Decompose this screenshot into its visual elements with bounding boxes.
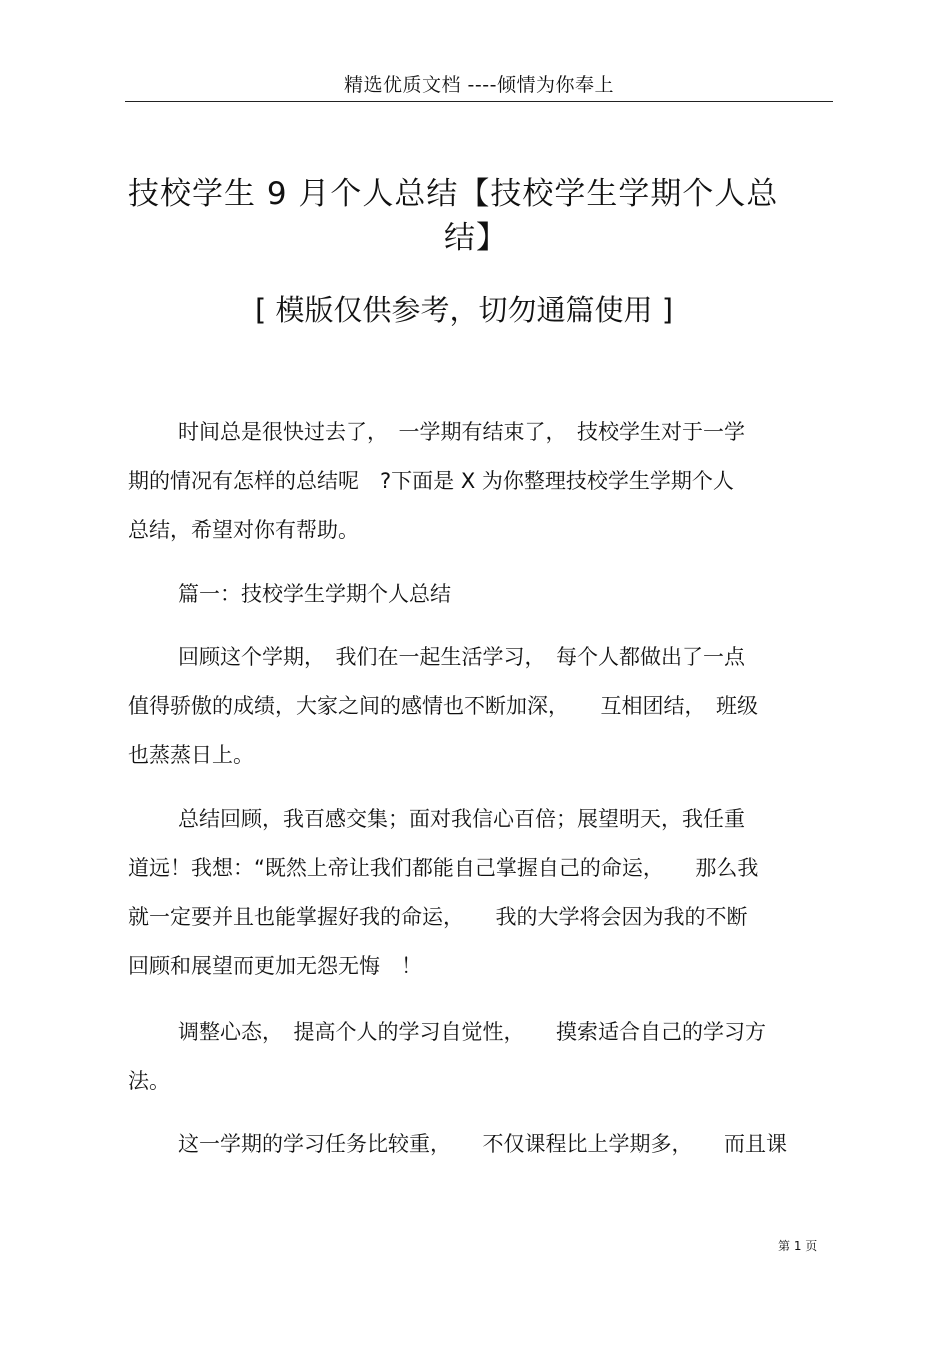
paragraph-line: 回顾和展望而更加无怨无悔 ！	[128, 954, 422, 978]
document-subtitle: [ 模版仅供参考，切勿通篇使用 ]	[255, 293, 674, 327]
paragraph-line: 时间总是很快过去了， 一学期有结束了， 技校学生对于一学	[178, 420, 745, 444]
paragraph-section-heading	[128, 570, 828, 619]
paragraph-line: 总结回顾，我百感交集；面对我信心百倍；展望明天，我任重	[178, 807, 745, 831]
title-line-2: 结】	[444, 220, 508, 256]
paragraph-review	[128, 633, 828, 780]
paragraph-line: 法。	[128, 1069, 170, 1093]
header-divider	[125, 101, 833, 102]
title-line-1: 技校学生 9 月个人总结【技校学生学期个人总	[128, 176, 779, 212]
page-header: 精选优质文档 ----倾情为你奉上	[344, 74, 614, 96]
paragraph-intro	[128, 408, 828, 555]
paragraph-line: 道远！我想：“既然上帝让我们都能自己掌握自己的命运， 那么我	[128, 856, 759, 880]
paragraph-line: 值得骄傲的成绩，大家之间的感情也不断加深， 互相团结， 班级	[128, 694, 758, 718]
paragraph-mindset	[128, 1008, 828, 1106]
paragraph-workload	[128, 1120, 828, 1169]
page-number: 第 1 页	[778, 1239, 818, 1253]
paragraph-summary	[128, 795, 828, 991]
paragraph-line: 调整心态， 提高个人的学习自觉性， 摸索适合自己的学习方	[178, 1020, 766, 1044]
paragraph-line: 就一定要并且也能掌握好我的命运， 我的大学将会因为我的不断	[128, 905, 748, 929]
document-title	[128, 172, 808, 260]
paragraph-line: 篇一：技校学生学期个人总结	[178, 582, 451, 606]
paragraph-line: 期的情况有怎样的总结呢 ?下面是 X 为你整理技校学生学期个人	[128, 469, 734, 493]
paragraph-line: 回顾这个学期， 我们在一起生活学习， 每个人都做出了一点	[178, 645, 745, 669]
paragraph-line: 也蒸蒸日上。	[128, 743, 254, 767]
paragraph-line: 总结，希望对你有帮助。	[128, 518, 359, 542]
paragraph-line: 这一学期的学习任务比较重， 不仅课程比上学期多， 而且课	[178, 1132, 787, 1156]
